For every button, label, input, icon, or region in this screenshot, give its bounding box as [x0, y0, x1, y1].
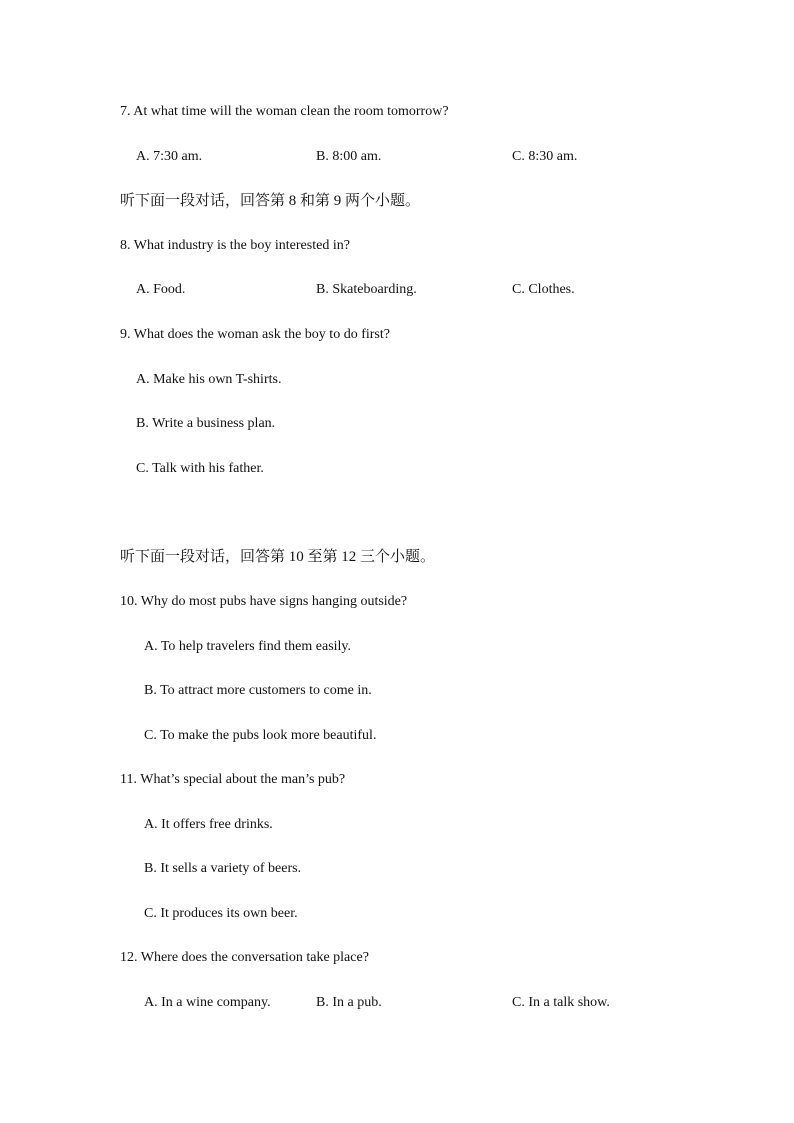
question-11-option-a: A. It offers free drinks. — [144, 817, 273, 832]
question-7-option-b: B. 8:00 am. — [316, 149, 382, 164]
question-7-option-a: A. 7:30 am. — [136, 149, 203, 164]
question-8-option-c: C. Clothes. — [512, 282, 575, 297]
question-9-option-b: B. Write a business plan. — [136, 416, 276, 431]
question-8-text: 8. What industry is the boy interested in? — [120, 238, 350, 253]
question-12-text: 12. Where does the conversation take place? — [120, 950, 369, 965]
question-10-option-b: B. To attract more customers to come in. — [144, 683, 372, 698]
section-instruction-1: 听下面一段对话，回答第 8 和第 9 两个小题。 — [120, 193, 421, 209]
question-10-option-c: C. To make the pubs look more beautiful. — [144, 728, 377, 743]
question-11-option-c: C. It produces its own beer. — [144, 906, 298, 921]
question-9-text: 9. What does the woman ask the boy to do first? — [120, 327, 390, 342]
question-12-option-c: C. In a talk show. — [512, 995, 610, 1010]
question-9-option-c: C. Talk with his father. — [136, 461, 264, 476]
question-12-option-a: A. In a wine company. — [144, 995, 271, 1010]
question-10-text: 10. Why do most pubs have signs hanging outside? — [120, 594, 408, 609]
question-7-option-c: C. 8:30 am. — [512, 149, 578, 164]
question-12-option-b: B. In a pub. — [316, 995, 382, 1010]
question-11-text: 11. What’s special about the man’s pub? — [120, 772, 346, 787]
question-10-option-a: A. To help travelers find them easily. — [144, 639, 352, 654]
question-7-text: 7. At what time will the woman clean the room tomorrow? — [120, 104, 449, 119]
question-11-option-b: B. It sells a variety of beers. — [144, 861, 302, 876]
section-instruction-2: 听下面一段对话，回答第 10 至第 12 三个小题。 — [120, 549, 436, 565]
question-8-option-b: B. Skateboarding. — [316, 282, 417, 297]
question-9-option-a: A. Make his own T-shirts. — [136, 372, 282, 387]
question-8-option-a: A. Food. — [136, 282, 186, 297]
